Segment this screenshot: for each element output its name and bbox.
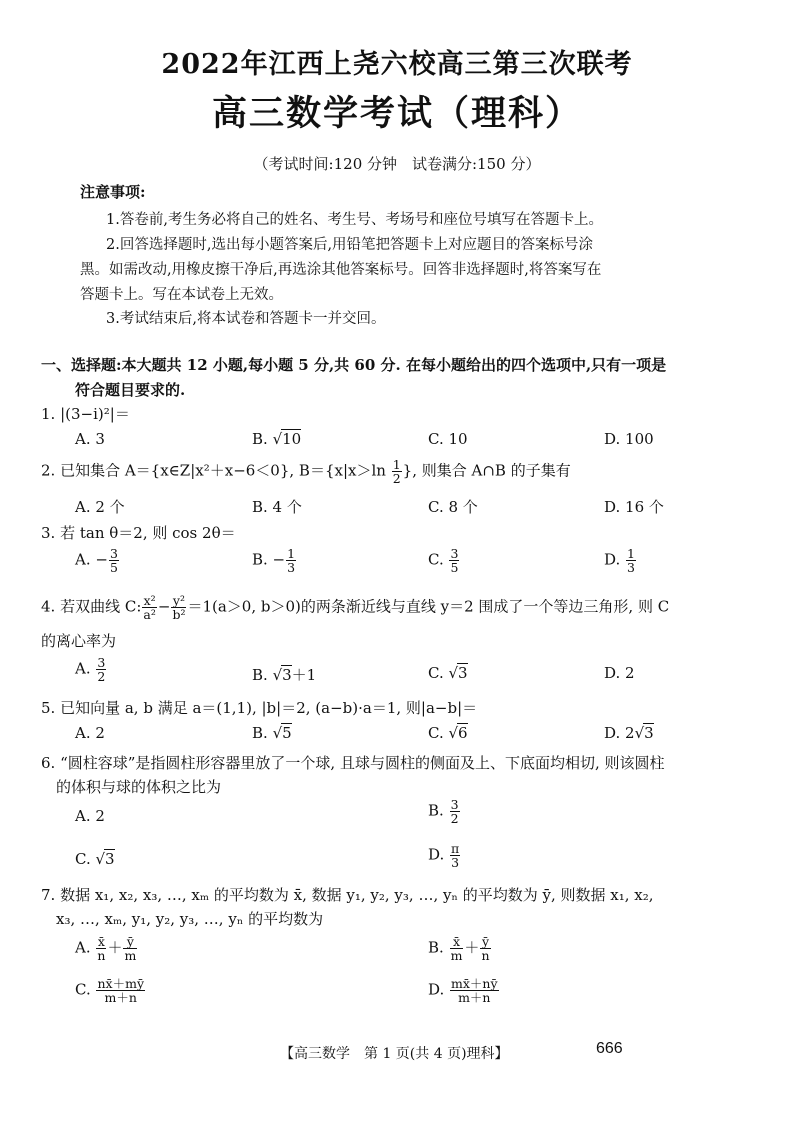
q5-option-d: D. 2√3 <box>604 724 654 742</box>
note-line: 答题卡上。写在本试卷上无效。 <box>80 287 283 303</box>
q5-option-a: A. 2 <box>75 724 105 742</box>
exam-info: （考试时间:120 分钟 试卷满分:150 分） <box>253 155 541 173</box>
q7-option-a: A. $\frac{x̄}{n}$ ＋ $\frac{ȳ}{m}$ <box>75 934 137 964</box>
q6-option-a: A. 2 <box>75 807 105 825</box>
q6-option-c: C. √3 <box>75 850 115 868</box>
q4-option-b: B. √3＋1 <box>252 666 317 684</box>
q2-option-a: A. 2 个 <box>75 498 125 516</box>
exam-title: 2022年江西上尧六校高三第三次联考 <box>161 49 633 80</box>
note-line: 1.答卷前,考生务必将自己的姓名、考生号、考场号和座位号填写在答题卡上。 <box>106 212 603 228</box>
notes-heading: 注意事项: <box>80 183 146 201</box>
note-line: 3.考试结束后,将本试卷和答题卡一并交回。 <box>106 311 386 327</box>
q4-option-d: D. 2 <box>604 664 635 682</box>
question-5-stem: 5. 已知向量 a, b 满足 a＝(1,1), |b|＝2, (a−b)·a＝1, 则|a−b|＝ <box>41 699 478 717</box>
question-2-stem: 2. 已知集合 A＝{x∈Z|x²＋x−6＜0}, B＝{x|x＞ln $\frac{1}{2}$ }, 则集合 A∩B 的子集有 <box>41 457 571 487</box>
section-heading-cont: 符合题目要求的. <box>75 381 186 399</box>
q2-option-b: B. 4 个 <box>252 498 302 516</box>
page-footer: 【高三数学 第 1 页(共 4 页)理科】 <box>280 1046 509 1062</box>
q3-option-a: A. − $\frac{3}{5}$ <box>75 546 118 576</box>
q6-option-b: B. $\frac{3}{2}$ <box>428 797 459 827</box>
q6-option-d: D. $\frac{\pi}{3}$ <box>428 841 460 871</box>
q3-option-c: C. $\frac{3}{5}$ <box>428 546 459 576</box>
question-1-stem: 1. |(3−i)²|＝ <box>41 405 130 423</box>
q2-option-c: C. 8 个 <box>428 498 478 516</box>
q4-option-a: A. $\frac{3}{2}$ <box>75 655 106 685</box>
question-6-stem-cont: 的体积与球的体积之比为 <box>56 778 222 796</box>
section-heading: 一、选择题:本大题共 12 小题,每小题 5 分,共 60 分. 在每小题给出的四个选项中,只有一项是 <box>41 356 667 374</box>
q7-option-c: C. $\frac{nx̄+mȳ}{m+n}$ <box>75 976 144 1006</box>
q1-option-b: B. √10 <box>252 430 302 448</box>
question-6-stem: 6. “圆柱容球”是指圆柱形容器里放了一个球, 且球与圆柱的侧面及上、下底面均相切, 则该圆柱 <box>41 754 665 772</box>
q7-option-d: D. $\frac{mx̄+nȳ}{m+n}$ <box>428 976 498 1006</box>
exam-subtitle: 高三数学考试（理科） <box>211 93 582 134</box>
q3-option-b: B. − $\frac{1}{3}$ <box>252 546 296 576</box>
question-4-stem-cont: 的离心率为 <box>41 632 117 650</box>
question-4-stem: 4. 若双曲线 C: $\frac{\text{x²}}{\text{a²}}$ − $\frac{\text{y²}}{\text{b²}}$ ＝1(a＞0, b＞0)的两条渐近线与直线 y＝2 围成了一个等边三角形, 则 C <box>41 593 670 623</box>
note-line: 2.回答选择题时,选出每小题答案后,用铅笔把答题卡上对应题目的答案标号涂 <box>106 237 594 253</box>
q2-option-d: D. 16 个 <box>604 498 664 516</box>
question-7-stem: 7. 数据 x₁, x₂, x₃, …, xₘ 的平均数为 x̄, 数据 y₁, y₂, y₃, …, yₙ 的平均数为 ȳ, 则数据 x₁, x₂, <box>41 886 654 904</box>
q1-option-c: C. 10 <box>428 430 468 448</box>
question-3-stem: 3. 若 tan θ＝2, 则 cos 2θ＝ <box>41 524 236 542</box>
page-code: 666 <box>596 1040 623 1057</box>
q1-option-a: A. 3 <box>75 430 105 448</box>
q1-option-d: D. 100 <box>604 430 654 448</box>
q3-option-d: D. $\frac{1}{3}$ <box>604 546 635 576</box>
q5-option-b: B. √5 <box>252 724 292 742</box>
q7-option-b: B. $\frac{x̄}{m}$ ＋ $\frac{ȳ}{n}$ <box>428 934 490 964</box>
q5-option-c: C. √6 <box>428 724 468 742</box>
q4-option-c: C. √3 <box>428 664 468 682</box>
note-line: 黑。如需改动,用橡皮擦干净后,再选涂其他答案标号。回答非选择题时,将答案写在 <box>80 262 602 278</box>
question-7-stem-cont: x₃, …, xₘ, y₁, y₂, y₃, …, yₙ 的平均数为 <box>56 910 324 928</box>
